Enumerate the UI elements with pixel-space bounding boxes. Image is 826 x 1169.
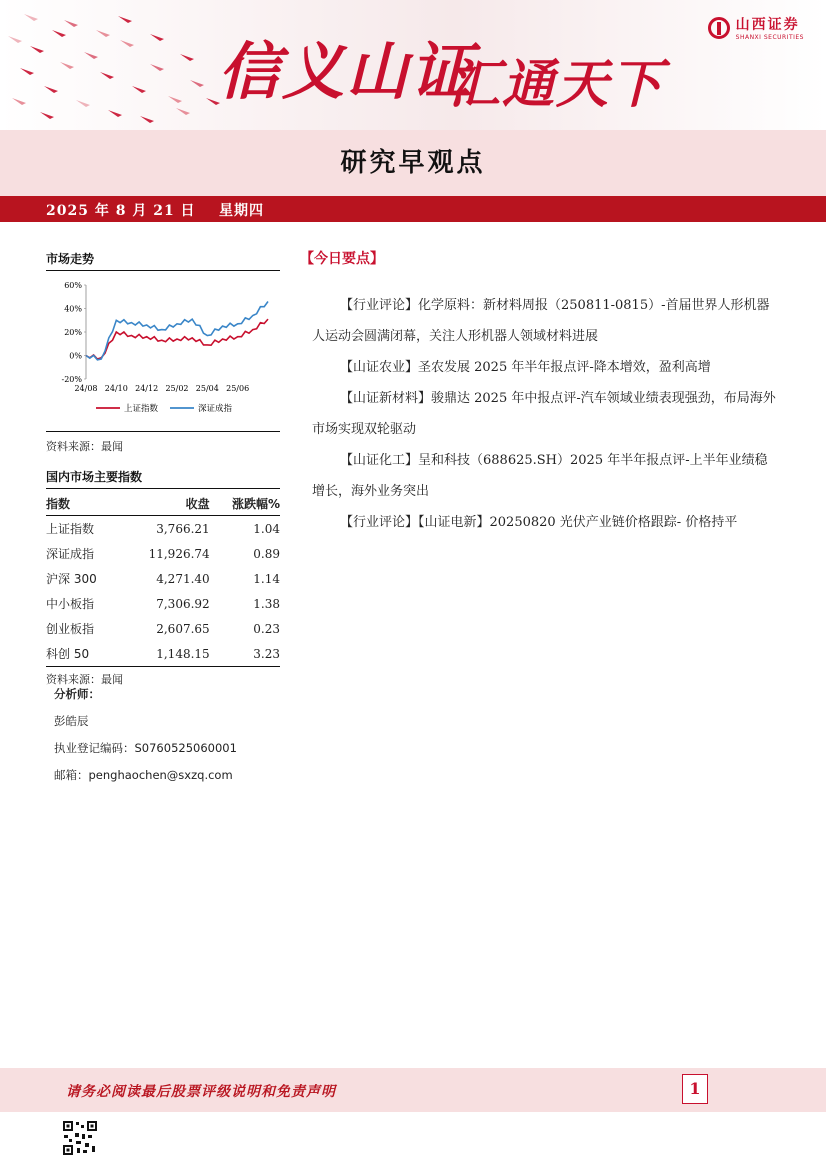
legend-label: 上证指数	[124, 404, 159, 414]
key-point-item[interactable]: 【山证农业】圣农发展 2025 年半年报点评-降本增效，盈利高增	[340, 360, 711, 375]
logo-name-en: SHANXI SECURITIES	[735, 34, 804, 41]
indices-table	[46, 492, 280, 667]
x-tick-label: 25/02	[165, 384, 189, 393]
col-header-change: 涨跌幅%	[210, 492, 280, 516]
table-row	[46, 566, 280, 591]
indices-section	[46, 468, 280, 687]
arrow-mark	[20, 68, 34, 75]
arrow-mark	[96, 30, 110, 37]
key-point-item[interactable]: 【行业评论】【山证电新】20250820 光伏产业链价格跟踪- 价格持平	[340, 515, 738, 530]
logo-name: 山西证券	[735, 17, 800, 33]
arrow-mark	[100, 72, 114, 79]
company-logo	[708, 14, 804, 41]
index-name: 创业板指	[46, 622, 95, 636]
index-close: 1,148.15	[120, 641, 209, 667]
index-close: 7,306.92	[156, 596, 210, 611]
arrow-mark	[150, 64, 164, 71]
table-row	[46, 591, 280, 616]
chart-source: 资料来源：最闻	[46, 431, 280, 454]
index-name: 沪深 300	[46, 572, 97, 586]
slogan-part-a: 信义山证	[218, 35, 475, 108]
arrow-mark	[108, 110, 122, 117]
qr-code-icon	[62, 1120, 98, 1156]
arrow-mark	[132, 86, 146, 93]
index-name: 深证成指	[46, 547, 95, 561]
x-tick-label: 24/12	[135, 384, 159, 393]
arrow-mark	[150, 34, 164, 41]
key-point-item[interactable]: 【山证化工】呈和科技（688625.SH）2025 年半年报点评-上半年业绩稳增长，海外业务突出	[312, 453, 768, 499]
index-name: 科创 50	[46, 641, 120, 667]
y-tick-label: 20%	[64, 328, 82, 337]
arrow-mark	[180, 54, 194, 61]
index-change: 0.23	[253, 621, 280, 636]
index-change: 1.38	[253, 596, 280, 611]
arrow-mark	[176, 108, 190, 115]
footer-bar	[0, 1068, 826, 1112]
indices-title: 国内市场主要指数	[46, 468, 280, 489]
arrow-mark	[52, 30, 66, 37]
key-point-item[interactable]: 【山证新材料】骏鼎达 2025 年中报点评-汽车领域业绩表现强劲，布局海外市场实现双轮驱动	[312, 391, 776, 437]
arrow-mark	[60, 62, 74, 69]
arrow-mark	[8, 36, 22, 43]
index-change: 1.04	[253, 521, 280, 536]
key-point-item[interactable]: 【行业评论】化学原料：新材料周报（250811-0815）-首届世界人形机器人运动会圆满闭幕，关注人形机器人领域材料进展	[312, 298, 770, 344]
index-close: 2,607.65	[156, 621, 210, 636]
index-close: 11,926.74	[148, 546, 210, 561]
analyst-label: 分析师：	[54, 687, 100, 701]
index-change: 3.23	[210, 641, 280, 667]
index-name: 上证指数	[46, 522, 95, 536]
index-close: 4,271.40	[156, 571, 210, 586]
disclaimer-notice[interactable]: 请务必阅读最后股票评级说明和免责声明	[66, 1084, 336, 1100]
col-header-close: 收盘	[120, 492, 209, 516]
table-header-row	[46, 492, 280, 516]
header-banner	[0, 0, 826, 130]
table-row	[46, 616, 280, 641]
market-trend-section	[46, 250, 280, 454]
index-change: 0.89	[253, 546, 280, 561]
arrow-mark	[44, 86, 58, 93]
arrow-mark	[64, 20, 78, 27]
index-close: 3,766.21	[156, 521, 210, 536]
legend-label: 深证成指	[198, 404, 233, 414]
arrow-mark	[168, 96, 182, 103]
y-tick-label: 40%	[64, 304, 82, 314]
table-row	[46, 641, 280, 667]
col-header-index: 指数	[46, 492, 120, 516]
page-number: 1	[682, 1074, 708, 1104]
date-bar	[0, 196, 826, 222]
arrow-mark	[24, 14, 38, 21]
arrow-mark	[118, 16, 132, 23]
arrow-mark	[76, 100, 90, 107]
arrow-mark	[120, 40, 134, 47]
arrow-mark	[190, 80, 204, 87]
page-title: 研究早观点	[340, 148, 486, 178]
arrow-mark	[40, 112, 54, 119]
y-tick-label: -20%	[61, 375, 82, 384]
series-line-1	[86, 302, 268, 360]
table-row	[46, 541, 280, 566]
market-trend-chart	[46, 275, 280, 425]
indices-source: 资料来源：最闻	[46, 673, 123, 686]
arrow-mark	[140, 116, 154, 123]
analyst-reg-code: 执业登记编码：S0760525060001	[54, 741, 237, 755]
slogan-part-b: 汇通天下	[448, 55, 665, 115]
y-tick-label: 0%	[69, 351, 82, 361]
index-change: 1.14	[253, 571, 280, 586]
analyst-info	[54, 686, 237, 794]
arrow-mark	[84, 52, 98, 59]
x-tick-label: 24/10	[104, 384, 128, 393]
arrow-mark	[12, 98, 26, 105]
logo-mark-icon	[708, 17, 730, 39]
analyst-email[interactable]: 邮箱：penghaochen@sxzq.com	[54, 768, 233, 782]
analyst-name: 彭皓辰	[54, 714, 89, 728]
table-row	[46, 516, 280, 542]
index-name: 中小板指	[46, 597, 95, 611]
key-points-title: 【今日要点】	[300, 251, 384, 267]
report-date: 2025 年 8 月 21 日 星期四	[46, 203, 265, 219]
arrow-mark	[30, 46, 44, 53]
x-tick-label: 24/08	[74, 384, 98, 393]
y-tick-label: 60%	[64, 281, 82, 290]
title-band	[0, 130, 826, 196]
key-points-section	[300, 248, 780, 538]
x-tick-label: 25/04	[195, 384, 219, 393]
x-tick-label: 25/06	[226, 384, 250, 393]
market-trend-title: 市场走势	[46, 250, 280, 271]
series-line-0	[86, 319, 268, 359]
